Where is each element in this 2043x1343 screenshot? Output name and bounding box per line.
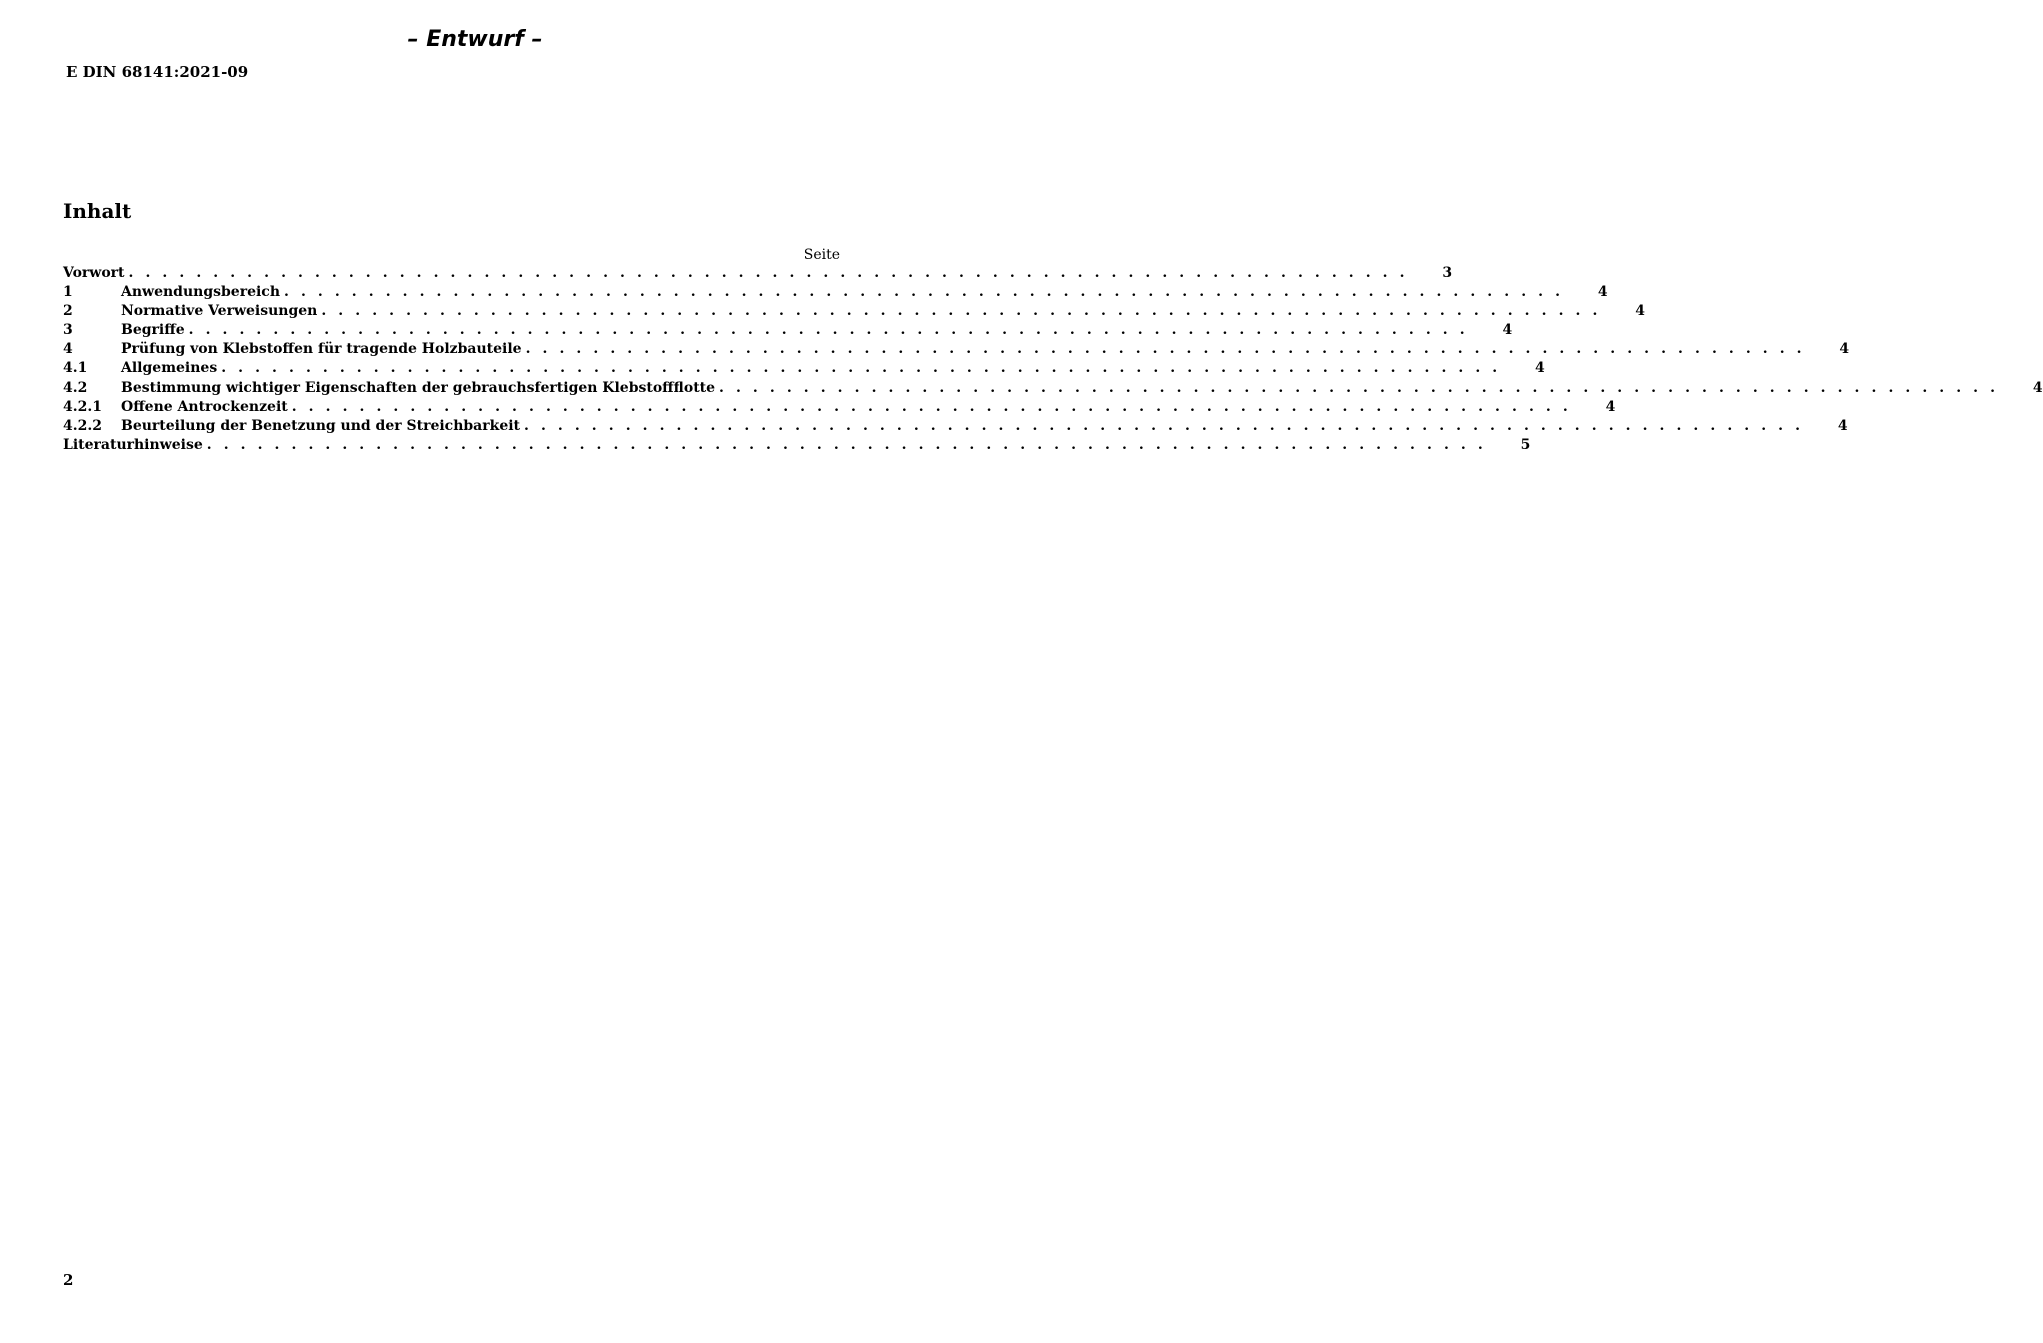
toc-entry-number: 4.1 [63,360,88,377]
toc-entry-number: 4.2.2 [63,417,102,434]
toc-entry-title: Beurteilung der Benetzung und der Streichbarkeit [121,417,521,434]
toc-entry-literaturhinweise[interactable] [63,436,1531,455]
toc-leader-dots: . . . . . . . . . . . . . . . . . . . . . . . . . . . . . . . . . . . . . . . . . . . . . . . . . . . . . . . . . . . . . . . . . . . . . . . . . . . . [128,265,1409,281]
document-id: E DIN 68141:2021-09 [66,63,249,81]
footer-page-number: 2 [63,1271,74,1289]
toc-entry-title: Literaturhinweise [63,436,203,453]
toc-entry-4-2[interactable] [63,379,2043,398]
toc-entry-title: Normative Verweisungen [121,303,318,320]
toc-entry-2[interactable] [63,302,1645,321]
toc-leader-dots: . . . . . . . . . . . . . . . . . . . . . . . . . . . . . . . . . . . . . . . . . . . . . . . . . . . . . . . . . . . . . . . . . . . . . . . . . . . . [188,322,1469,339]
toc-entry-page: 4 [1597,284,1608,301]
toc-entry-title: Anwendungsbereich [121,284,280,301]
toc-leader-dots: . . . . . . . . . . . . . . . . . . . . . . . . . . . . . . . . . . . . . . . . . . . . . . . . . . . . . . . . . . . . . . . . . . . . . . . . . . . . [206,436,1487,453]
toc-entry-page: 4 [1635,303,1645,320]
toc-entry-page: 5 [1520,436,1531,453]
toc-leader-dots: . . . . . . . . . . . . . . . . . . . . . . . . . . . . . . . . . . . . . . . . . . . . . . . . . . . . . . . . . . . . . . . . . . . . . . . . . . . . [524,417,1804,434]
toc-heading: Inhalt [63,199,132,223]
toc-entry-number: 4.2 [63,379,88,396]
toc-entry-number: 4 [63,341,73,358]
toc-entry-4-2-2[interactable] [63,417,1848,436]
toc-entry-1[interactable] [63,283,1608,302]
toc-entry-page: 4 [1535,360,1545,377]
toc-entry-title: Vorwort [63,265,125,281]
toc-entry-4-2-1[interactable] [63,398,1616,417]
toc-leader-dots: . . . . . . . . . . . . . . . . . . . . . . . . . . . . . . . . . . . . . . . . . . . . . . . . . . . . . . . . . . . . . . . . . . . . . . . . . . . . [221,360,1501,377]
toc-entry-number: 1 [63,284,73,301]
toc-entry-number: 4.2.1 [63,398,102,415]
toc-leader-dots: . . . . . . . . . . . . . . . . . . . . . . . . . . . . . . . . . . . . . . . . . . . . . . . . . . . . . . . . . . . . . . . . . . . . . . . . . . . . [321,303,1601,320]
toc-entry-vorwort[interactable] [63,264,1453,283]
toc-entry-page: 4 [1837,417,1848,434]
toc-entry-page: 4 [1605,398,1616,415]
toc-entry-4-1[interactable] [63,359,1545,378]
toc-leader-dots: . . . . . . . . . . . . . . . . . . . . . . . . . . . . . . . . . . . . . . . . . . . . . . . . . . . . . . . . . . . . . . . . . . . . . . . . . . . . [719,379,1999,396]
toc-entry-page: 4 [1502,322,1513,339]
toc-entry-title: Prüfung von Klebstoffen für tragende Holzbauteile [121,341,522,358]
toc-entry-title: Allgemeines [121,360,218,377]
toc-entry-3[interactable] [63,321,1513,340]
toc-entry-number: 2 [63,303,73,320]
toc-leader-dots: . . . . . . . . . . . . . . . . . . . . . . . . . . . . . . . . . . . . . . . . . . . . . . . . . . . . . . . . . . . . . . . . . . . . . . . . . . . . [291,398,1572,415]
toc-entry-4[interactable] [63,340,1850,359]
toc-entry-page: 3 [1442,265,1453,281]
toc-entry-title: Begriffe [121,322,185,339]
draft-label: – Entwurf – [407,27,543,52]
toc-entry-title: Bestimmung wichtiger Eigenschaften der gebrauchsfertigen Klebstoffflotte [121,379,716,396]
toc-entry-number: 3 [63,322,73,339]
toc-entry-page: 4 [1839,341,1850,358]
toc-leader-dots: . . . . . . . . . . . . . . . . . . . . . . . . . . . . . . . . . . . . . . . . . . . . . . . . . . . . . . . . . . . . . . . . . . . . . . . . . . . . [525,341,1806,358]
page-column-label: Seite [803,247,840,263]
table-of-contents [63,264,2043,455]
toc-entry-page: 4 [2032,379,2043,396]
toc-entry-title: Offene Antrockenzeit [121,398,288,415]
toc-leader-dots: . . . . . . . . . . . . . . . . . . . . . . . . . . . . . . . . . . . . . . . . . . . . . . . . . . . . . . . . . . . . . . . . . . . . . . . . . . . . [284,284,1564,301]
